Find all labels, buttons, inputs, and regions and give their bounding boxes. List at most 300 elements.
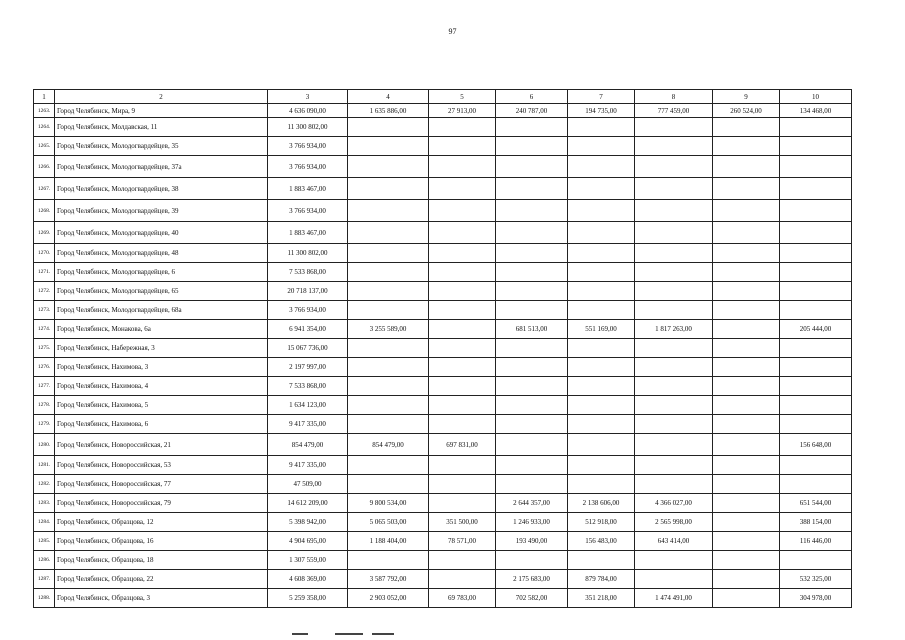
col5-cell — [429, 200, 496, 222]
col6-cell — [496, 551, 568, 570]
col4-cell — [348, 551, 429, 570]
col8-cell — [635, 301, 713, 320]
col8-cell: 777 459,00 — [635, 104, 713, 118]
col8-cell — [635, 358, 713, 377]
col4-cell: 3 255 589,00 — [348, 320, 429, 339]
col4-cell — [348, 415, 429, 434]
col4-cell — [348, 339, 429, 358]
col9-cell — [713, 301, 780, 320]
col7-cell: 194 735,00 — [568, 104, 635, 118]
col7-cell: 512 918,00 — [568, 513, 635, 532]
col10-cell — [780, 263, 852, 282]
col8-cell — [635, 396, 713, 415]
col10-cell — [780, 301, 852, 320]
col9-cell — [713, 178, 780, 200]
column-header: 3 — [268, 90, 348, 104]
address-cell: Город Челябинск, Нахимова, 3 — [55, 358, 268, 377]
address-cell: Город Челябинск, Новороссийская, 77 — [55, 475, 268, 494]
header-row — [34, 90, 852, 104]
table-row — [34, 200, 852, 222]
col10-cell — [780, 456, 852, 475]
address-cell: Город Челябинск, Образцова, 18 — [55, 551, 268, 570]
col7-cell — [568, 222, 635, 244]
col7-cell — [568, 156, 635, 178]
address-cell: Город Челябинск, Образцова, 3 — [55, 589, 268, 608]
col4-cell: 1 188 404,00 — [348, 532, 429, 551]
col10-cell — [780, 377, 852, 396]
col8-cell — [635, 200, 713, 222]
table-row — [34, 589, 852, 608]
col4-cell — [348, 118, 429, 137]
col9-cell — [713, 222, 780, 244]
col9-cell — [713, 137, 780, 156]
col6-cell — [496, 263, 568, 282]
col3-cell: 5 398 942,00 — [268, 513, 348, 532]
col3-cell: 7 533 868,00 — [268, 377, 348, 396]
table-row — [34, 320, 852, 339]
col3-cell: 4 608 369,00 — [268, 570, 348, 589]
col4-cell — [348, 156, 429, 178]
col5-cell — [429, 396, 496, 415]
col5-cell — [429, 137, 496, 156]
address-cell: Город Челябинск, Мира, 9 — [55, 104, 268, 118]
col3-cell: 15 067 736,00 — [268, 339, 348, 358]
col10-cell: 304 978,00 — [780, 589, 852, 608]
col5-cell — [429, 244, 496, 263]
page-number: 97 — [448, 27, 457, 36]
col9-cell — [713, 570, 780, 589]
col7-cell — [568, 263, 635, 282]
col5-cell — [429, 456, 496, 475]
address-cell: Город Челябинск, Новороссийская, 21 — [55, 434, 268, 456]
col3-cell: 5 259 358,00 — [268, 589, 348, 608]
col3-cell: 1 883 467,00 — [268, 178, 348, 200]
col5-cell — [429, 494, 496, 513]
col3-cell: 854 479,00 — [268, 434, 348, 456]
col10-cell — [780, 222, 852, 244]
col10-cell — [780, 475, 852, 494]
col8-cell — [635, 377, 713, 396]
col10-cell: 116 446,00 — [780, 532, 852, 551]
row-number: 1288. — [34, 589, 55, 608]
col6-cell — [496, 244, 568, 263]
col6-cell — [496, 137, 568, 156]
col3-cell: 3 766 934,00 — [268, 137, 348, 156]
table-row — [34, 358, 852, 377]
col7-cell — [568, 415, 635, 434]
col5-cell: 69 783,00 — [429, 589, 496, 608]
col4-cell — [348, 200, 429, 222]
col8-cell — [635, 263, 713, 282]
col4-cell — [348, 282, 429, 301]
row-number: 1277. — [34, 377, 55, 396]
column-header: 9 — [713, 90, 780, 104]
col7-cell: 156 483,00 — [568, 532, 635, 551]
col6-cell: 2 175 683,00 — [496, 570, 568, 589]
row-number: 1269. — [34, 222, 55, 244]
col9-cell — [713, 396, 780, 415]
col9-cell — [713, 282, 780, 301]
col4-cell: 854 479,00 — [348, 434, 429, 456]
table-row — [34, 156, 852, 178]
col6-cell — [496, 118, 568, 137]
col8-cell — [635, 339, 713, 358]
col5-cell — [429, 377, 496, 396]
row-number: 1271. — [34, 263, 55, 282]
row-number: 1287. — [34, 570, 55, 589]
col9-cell — [713, 434, 780, 456]
col6-cell: 1 246 933,00 — [496, 513, 568, 532]
col6-cell — [496, 156, 568, 178]
col6-cell — [496, 282, 568, 301]
col7-cell — [568, 434, 635, 456]
footer-mark — [292, 633, 308, 635]
col7-cell: 2 138 606,00 — [568, 494, 635, 513]
col8-cell — [635, 456, 713, 475]
address-cell: Город Челябинск, Набережная, 3 — [55, 339, 268, 358]
col7-cell — [568, 244, 635, 263]
col5-cell — [429, 320, 496, 339]
col6-cell — [496, 377, 568, 396]
col9-cell — [713, 532, 780, 551]
col6-cell — [496, 396, 568, 415]
table-row — [34, 434, 852, 456]
table-row — [34, 475, 852, 494]
col3-cell: 9 417 335,00 — [268, 456, 348, 475]
col6-cell — [496, 222, 568, 244]
col6-cell — [496, 434, 568, 456]
row-number: 1272. — [34, 282, 55, 301]
col10-cell: 156 648,00 — [780, 434, 852, 456]
col5-cell — [429, 551, 496, 570]
col7-cell — [568, 301, 635, 320]
col10-cell — [780, 396, 852, 415]
col6-cell — [496, 475, 568, 494]
data-table — [33, 89, 852, 608]
row-number: 1279. — [34, 415, 55, 434]
col10-cell: 205 444,00 — [780, 320, 852, 339]
col3-cell: 20 718 137,00 — [268, 282, 348, 301]
table-row — [34, 263, 852, 282]
col4-cell: 3 587 792,00 — [348, 570, 429, 589]
col10-cell — [780, 415, 852, 434]
table-row — [34, 377, 852, 396]
address-cell: Город Челябинск, Молодогвардейцев, 35 — [55, 137, 268, 156]
col3-cell: 14 612 209,00 — [268, 494, 348, 513]
col8-cell: 1 817 263,00 — [635, 320, 713, 339]
col4-cell: 2 903 052,00 — [348, 589, 429, 608]
col8-cell — [635, 156, 713, 178]
col8-cell — [635, 434, 713, 456]
col10-cell: 532 325,00 — [780, 570, 852, 589]
col6-cell — [496, 301, 568, 320]
column-header: 2 — [55, 90, 268, 104]
col4-cell — [348, 137, 429, 156]
col3-cell: 47 509,00 — [268, 475, 348, 494]
col5-cell: 78 571,00 — [429, 532, 496, 551]
col4-cell — [348, 263, 429, 282]
row-number: 1285. — [34, 532, 55, 551]
row-number: 1265. — [34, 137, 55, 156]
column-header: 10 — [780, 90, 852, 104]
col3-cell: 1 883 467,00 — [268, 222, 348, 244]
col7-cell — [568, 456, 635, 475]
col10-cell — [780, 156, 852, 178]
address-cell: Город Челябинск, Молодогвардейцев, 6 — [55, 263, 268, 282]
col10-cell — [780, 118, 852, 137]
column-header: 5 — [429, 90, 496, 104]
col8-cell — [635, 137, 713, 156]
col3-cell: 11 300 802,00 — [268, 244, 348, 263]
column-header: 8 — [635, 90, 713, 104]
row-number: 1284. — [34, 513, 55, 532]
col9-cell: 260 524,00 — [713, 104, 780, 118]
col8-cell — [635, 178, 713, 200]
col6-cell — [496, 456, 568, 475]
col10-cell: 388 154,00 — [780, 513, 852, 532]
address-cell: Город Челябинск, Молодогвардейцев, 37а — [55, 156, 268, 178]
col10-cell — [780, 339, 852, 358]
table-row — [34, 494, 852, 513]
row-number: 1273. — [34, 301, 55, 320]
col9-cell — [713, 339, 780, 358]
col5-cell — [429, 570, 496, 589]
col9-cell — [713, 494, 780, 513]
col7-cell — [568, 118, 635, 137]
col8-cell: 2 565 998,00 — [635, 513, 713, 532]
col8-cell — [635, 118, 713, 137]
table-row — [34, 551, 852, 570]
col5-cell — [429, 301, 496, 320]
table-row — [34, 137, 852, 156]
row-number: 1263. — [34, 104, 55, 118]
col9-cell — [713, 456, 780, 475]
col7-cell — [568, 137, 635, 156]
col4-cell — [348, 301, 429, 320]
col10-cell — [780, 244, 852, 263]
address-cell: Город Челябинск, Молодогвардейцев, 48 — [55, 244, 268, 263]
col8-cell: 1 474 491,00 — [635, 589, 713, 608]
col9-cell — [713, 358, 780, 377]
col7-cell — [568, 396, 635, 415]
col6-cell: 702 582,00 — [496, 589, 568, 608]
col3-cell: 3 766 934,00 — [268, 200, 348, 222]
table-row — [34, 301, 852, 320]
col8-cell — [635, 551, 713, 570]
row-number: 1286. — [34, 551, 55, 570]
col5-cell: 27 913,00 — [429, 104, 496, 118]
address-cell: Город Челябинск, Нахимова, 6 — [55, 415, 268, 434]
col6-cell: 240 787,00 — [496, 104, 568, 118]
table-row — [34, 396, 852, 415]
col10-cell — [780, 178, 852, 200]
row-number: 1264. — [34, 118, 55, 137]
col10-cell — [780, 358, 852, 377]
col7-cell — [568, 339, 635, 358]
col10-cell — [780, 137, 852, 156]
col3-cell: 3 766 934,00 — [268, 301, 348, 320]
col5-cell — [429, 263, 496, 282]
col8-cell — [635, 415, 713, 434]
col3-cell: 3 766 934,00 — [268, 156, 348, 178]
col9-cell — [713, 156, 780, 178]
address-cell: Город Челябинск, Молодогвардейцев, 65 — [55, 282, 268, 301]
address-cell: Город Челябинск, Молодогвардейцев, 39 — [55, 200, 268, 222]
col9-cell — [713, 415, 780, 434]
table-row — [34, 339, 852, 358]
col5-cell — [429, 358, 496, 377]
col7-cell: 351 218,00 — [568, 589, 635, 608]
address-cell: Город Челябинск, Молдавская, 11 — [55, 118, 268, 137]
col9-cell — [713, 551, 780, 570]
col8-cell — [635, 244, 713, 263]
col6-cell — [496, 339, 568, 358]
col9-cell — [713, 589, 780, 608]
col7-cell — [568, 358, 635, 377]
col3-cell: 4 636 090,00 — [268, 104, 348, 118]
row-number: 1268. — [34, 200, 55, 222]
row-number: 1278. — [34, 396, 55, 415]
col4-cell: 5 065 503,00 — [348, 513, 429, 532]
col7-cell — [568, 200, 635, 222]
address-cell: Город Челябинск, Новороссийская, 79 — [55, 494, 268, 513]
col3-cell: 7 533 868,00 — [268, 263, 348, 282]
col3-cell: 11 300 802,00 — [268, 118, 348, 137]
column-header: 4 — [348, 90, 429, 104]
col3-cell: 6 941 354,00 — [268, 320, 348, 339]
col7-cell — [568, 475, 635, 494]
col7-cell — [568, 377, 635, 396]
table-row — [34, 456, 852, 475]
col3-cell: 1 634 123,00 — [268, 396, 348, 415]
footer-mark — [372, 633, 394, 635]
address-cell: Город Челябинск, Нахимова, 4 — [55, 377, 268, 396]
col4-cell — [348, 178, 429, 200]
col6-cell — [496, 200, 568, 222]
table-row — [34, 282, 852, 301]
col9-cell — [713, 513, 780, 532]
col10-cell: 134 468,00 — [780, 104, 852, 118]
col5-cell — [429, 282, 496, 301]
col5-cell — [429, 178, 496, 200]
col6-cell: 193 490,00 — [496, 532, 568, 551]
column-header: 1 — [34, 90, 55, 104]
col4-cell — [348, 377, 429, 396]
table-row — [34, 104, 852, 118]
col6-cell: 681 513,00 — [496, 320, 568, 339]
col7-cell — [568, 178, 635, 200]
col4-cell — [348, 475, 429, 494]
row-number: 1283. — [34, 494, 55, 513]
col10-cell — [780, 551, 852, 570]
address-cell: Город Челябинск, Молодогвардейцев, 68а — [55, 301, 268, 320]
col5-cell — [429, 156, 496, 178]
footer-mark — [335, 633, 363, 635]
col10-cell: 651 544,00 — [780, 494, 852, 513]
table-row — [34, 570, 852, 589]
col6-cell — [496, 358, 568, 377]
address-cell: Город Челябинск, Образцова, 12 — [55, 513, 268, 532]
col7-cell — [568, 282, 635, 301]
table-row — [34, 513, 852, 532]
table-row — [34, 532, 852, 551]
col4-cell: 1 635 886,00 — [348, 104, 429, 118]
row-number: 1270. — [34, 244, 55, 263]
address-cell: Город Челябинск, Молодогвардейцев, 40 — [55, 222, 268, 244]
col9-cell — [713, 244, 780, 263]
col5-cell: 351 500,00 — [429, 513, 496, 532]
table-row — [34, 118, 852, 137]
row-number: 1266. — [34, 156, 55, 178]
table-row — [34, 244, 852, 263]
col4-cell — [348, 358, 429, 377]
col9-cell — [713, 118, 780, 137]
col3-cell: 2 197 997,00 — [268, 358, 348, 377]
table-row — [34, 415, 852, 434]
col5-cell: 697 831,00 — [429, 434, 496, 456]
col8-cell: 643 414,00 — [635, 532, 713, 551]
col3-cell: 1 307 559,00 — [268, 551, 348, 570]
col6-cell — [496, 415, 568, 434]
col8-cell — [635, 570, 713, 589]
address-cell: Город Челябинск, Монакова, 6а — [55, 320, 268, 339]
row-number: 1282. — [34, 475, 55, 494]
col8-cell: 4 366 027,00 — [635, 494, 713, 513]
col9-cell — [713, 200, 780, 222]
col9-cell — [713, 263, 780, 282]
col4-cell: 9 800 534,00 — [348, 494, 429, 513]
col8-cell — [635, 222, 713, 244]
row-number: 1274. — [34, 320, 55, 339]
row-number: 1281. — [34, 456, 55, 475]
address-cell: Город Челябинск, Молодогвардейцев, 38 — [55, 178, 268, 200]
col5-cell — [429, 475, 496, 494]
address-cell: Город Челябинск, Образцова, 16 — [55, 532, 268, 551]
col8-cell — [635, 475, 713, 494]
col6-cell — [496, 178, 568, 200]
col5-cell — [429, 339, 496, 358]
address-cell: Город Челябинск, Новороссийская, 53 — [55, 456, 268, 475]
address-cell: Город Челябинск, Нахимова, 5 — [55, 396, 268, 415]
col4-cell — [348, 396, 429, 415]
address-cell: Город Челябинск, Образцова, 22 — [55, 570, 268, 589]
table-row — [34, 222, 852, 244]
column-header: 7 — [568, 90, 635, 104]
col8-cell — [635, 282, 713, 301]
row-number: 1267. — [34, 178, 55, 200]
row-number: 1275. — [34, 339, 55, 358]
col9-cell — [713, 475, 780, 494]
col7-cell: 551 169,00 — [568, 320, 635, 339]
row-number: 1280. — [34, 434, 55, 456]
col4-cell — [348, 456, 429, 475]
col4-cell — [348, 244, 429, 263]
col5-cell — [429, 222, 496, 244]
col5-cell — [429, 118, 496, 137]
col3-cell: 9 417 335,00 — [268, 415, 348, 434]
col9-cell — [713, 377, 780, 396]
col4-cell — [348, 222, 429, 244]
col5-cell — [429, 415, 496, 434]
col7-cell — [568, 551, 635, 570]
col3-cell: 4 904 695,00 — [268, 532, 348, 551]
column-header: 6 — [496, 90, 568, 104]
col9-cell — [713, 320, 780, 339]
col10-cell — [780, 282, 852, 301]
row-number: 1276. — [34, 358, 55, 377]
col10-cell — [780, 200, 852, 222]
col7-cell: 879 784,00 — [568, 570, 635, 589]
